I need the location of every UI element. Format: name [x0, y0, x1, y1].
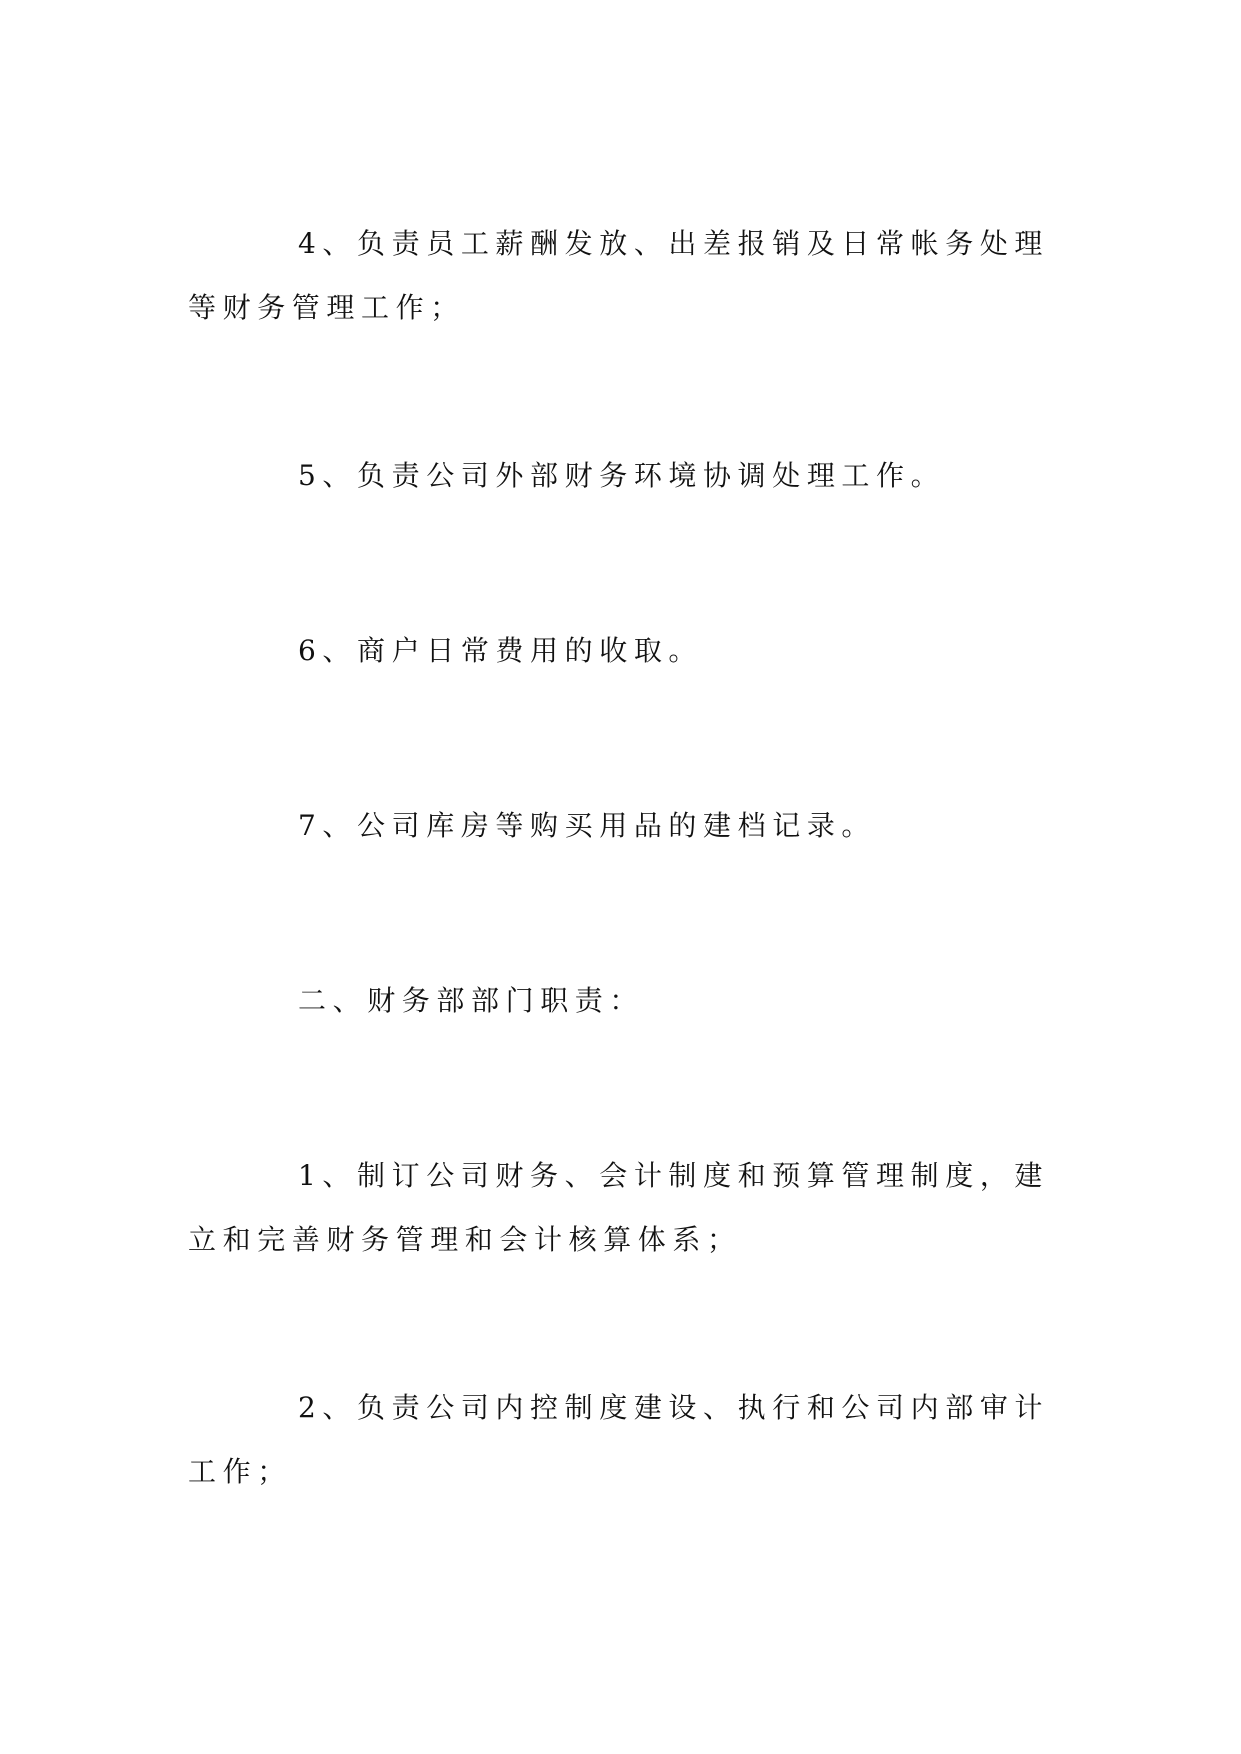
paragraph-duty-2: 2、负责公司内控制度建设、执行和公司内部审计工作； [188, 1391, 1050, 1488]
section-heading-finance-duties: 二、财务部部门职责： [298, 984, 645, 1017]
paragraph-duty-1: 1、制订公司财务、会计制度和预算管理制度，建立和完善财务管理和会计核算体系； [188, 1159, 1050, 1256]
paragraph-item-7: 7、公司库房等购买用品的建档记录。 [298, 809, 877, 842]
paragraph-item-6: 6、商户日常费用的收取。 [298, 634, 704, 667]
paragraph-item-5: 5、负责公司外部财务环境协调处理工作。 [298, 459, 946, 492]
paragraph-item-4: 4、负责员工薪酬发放、出差报销及日常帐务处理等财务管理工作； [188, 227, 1050, 324]
